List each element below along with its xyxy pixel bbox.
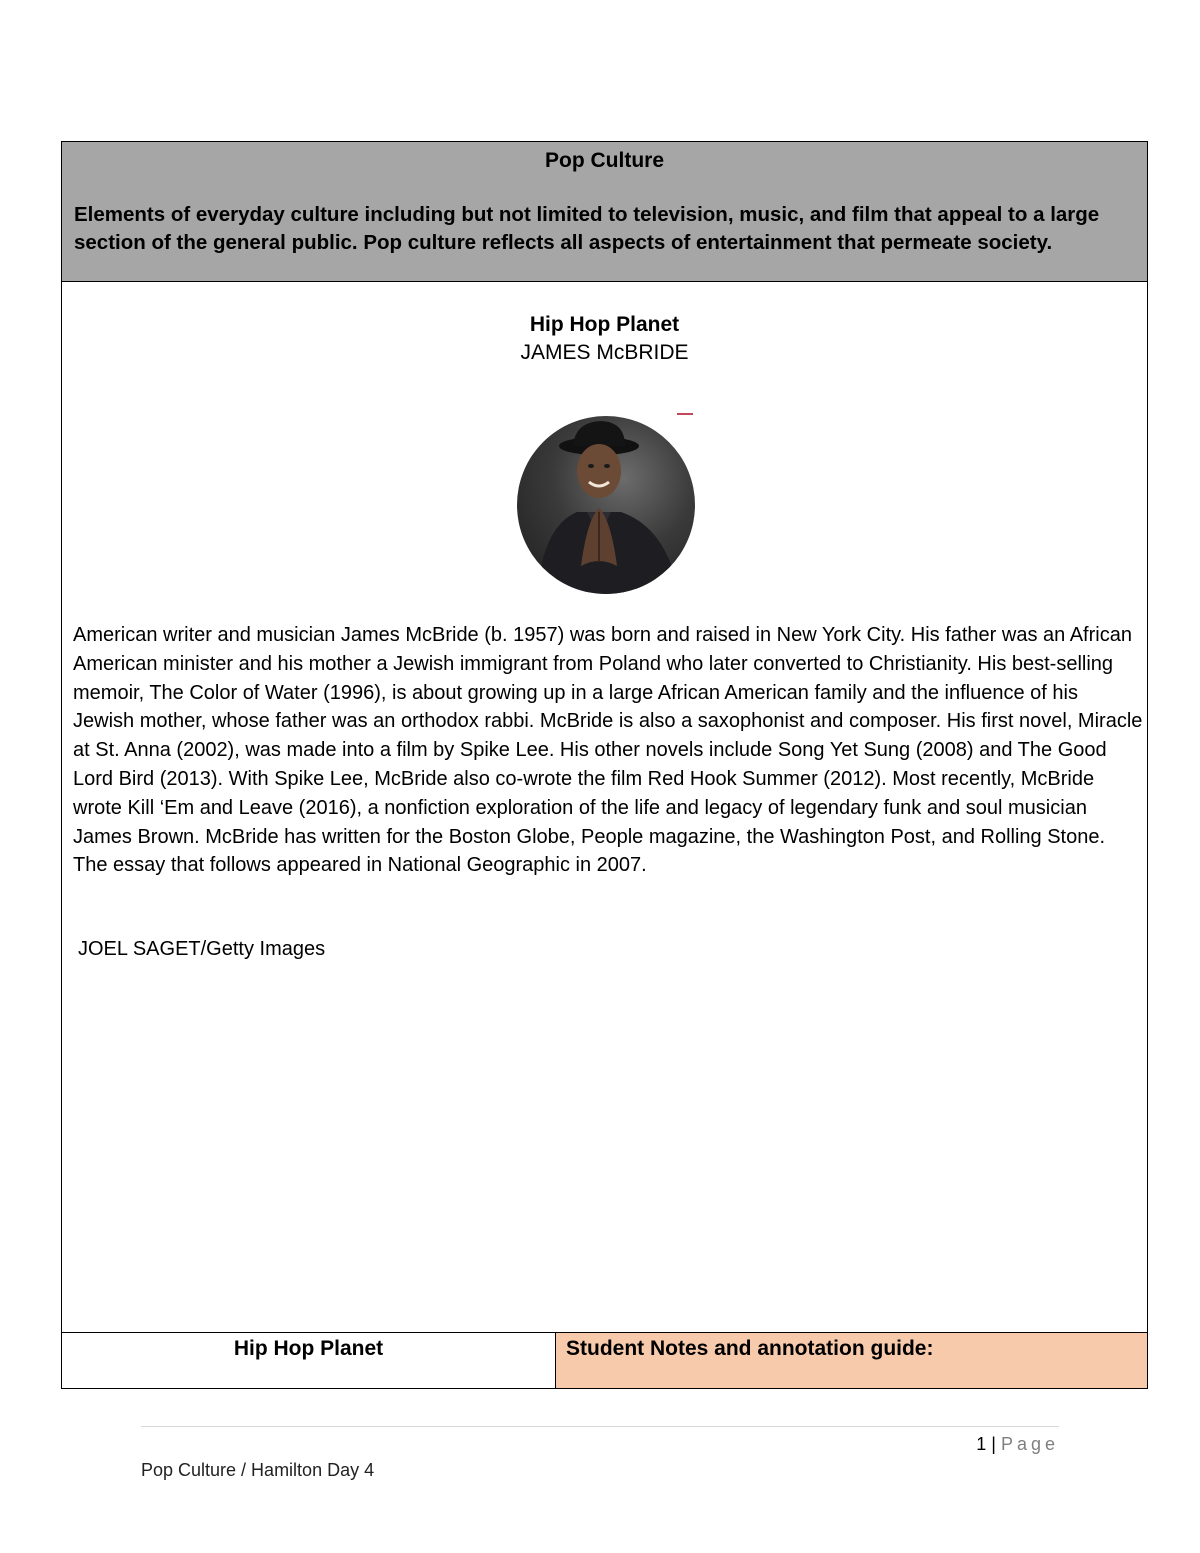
page-number-separator: | xyxy=(991,1434,996,1454)
footer-divider xyxy=(141,1426,1059,1427)
essay-author: JAMES McBRIDE xyxy=(520,341,689,364)
photo-corner-mark xyxy=(677,413,693,419)
author-photo xyxy=(517,416,697,596)
definition-header xyxy=(62,142,1147,282)
footer-label: Pop Culture / Hamilton Day 4 xyxy=(141,1460,375,1480)
page-word: Page xyxy=(1000,1434,1059,1454)
page-number-value: 1 xyxy=(976,1434,987,1454)
author-biography: American writer and musician James McBride (b. 1957) was born and raised in New York City. His father was an African American minister and his mother a Jewish immigrant from Poland who later converted to Christianity. His best-selling memoir, The Color of Water (1996), is about growing up in a large African American family and the influence of his Jewish mother, whose father was an orthodox rabbi. McBride is also a saxophonist and composer. His first novel, Miracle at St. Anna (2002), was made into a film by Spike Lee. His other novels include Song Yet Sung (2008) and The Good Lord Bird (2013). With Spike Lee, McBride also co-wrote the film Red Hook Summer (2012). Most recently, McBride wrote Kill ‘Em and Leave (2016), a nonfiction exploration of the life and legacy of legendary funk and soul musician James Brown. McBride has written for the Boston Globe, People magazine, the Washington Post, and Rolling Stone. The essay that follows appeared in National Geographic in 2007. xyxy=(73,624,1143,877)
section-title: Pop Culture xyxy=(545,149,664,172)
page-number xyxy=(976,1432,1059,1456)
essay-intro-cell xyxy=(62,282,1147,1332)
document-table xyxy=(61,141,1148,1389)
photo-credit: JOEL SAGET/Getty Images xyxy=(78,938,326,960)
author-portrait-image xyxy=(517,416,695,594)
essay-title: Hip Hop Planet xyxy=(529,313,680,336)
person-silhouette-icon xyxy=(517,416,695,594)
section-definition: Elements of everyday culture including but not limited to television, music, and film that appeal to a large section of the general public. Pop culture reflects all aspects of entertainment that permeate society. xyxy=(74,203,1100,254)
notes-row xyxy=(62,1332,1147,1388)
notes-row-title: Hip Hop Planet xyxy=(62,1333,556,1388)
student-notes-heading: Student Notes and annotation guide: xyxy=(556,1333,1147,1388)
